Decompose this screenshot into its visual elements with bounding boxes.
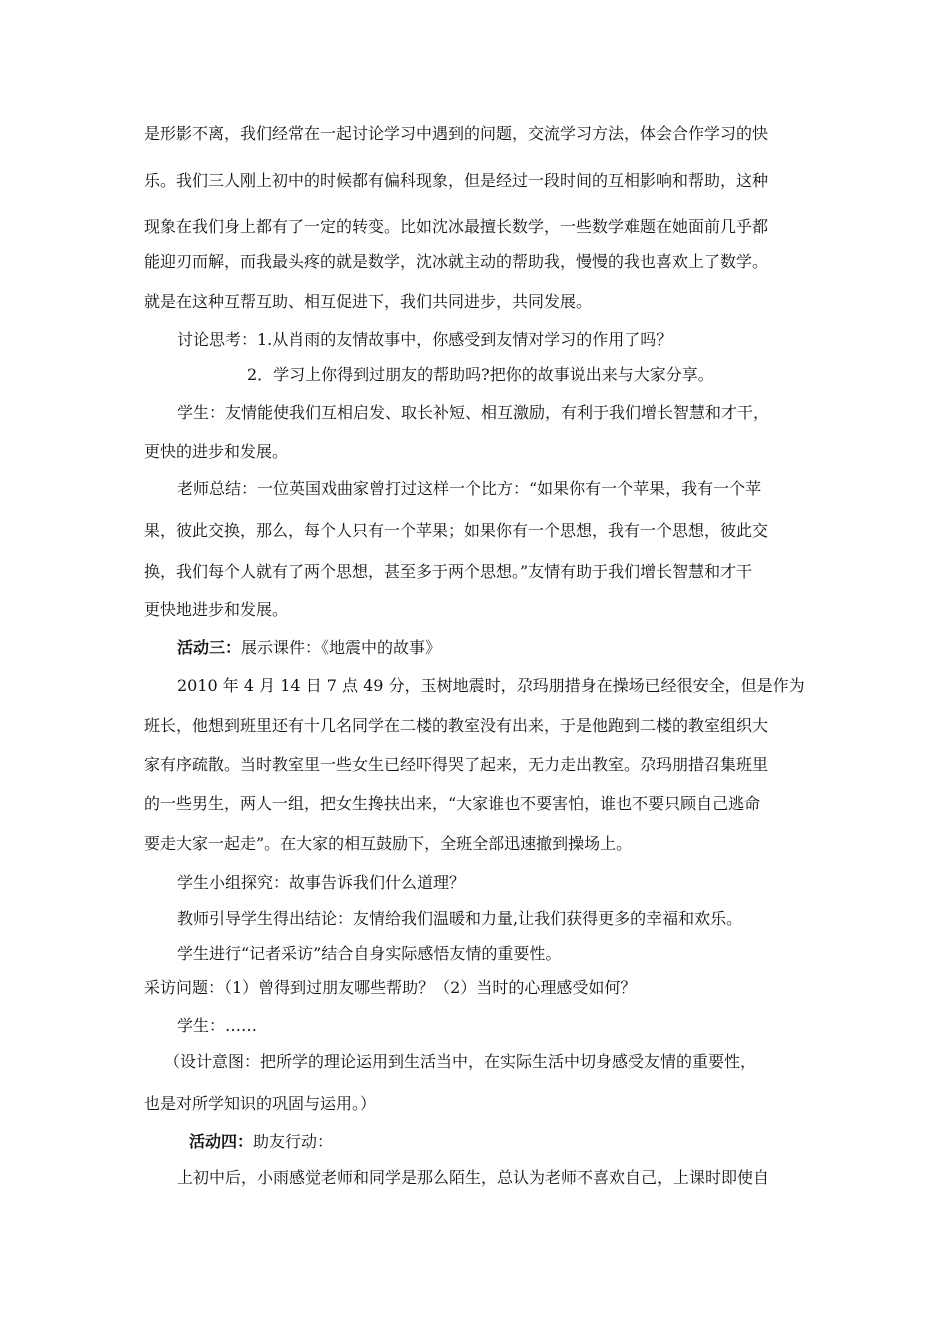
text-line: 学生小组探究：故事告诉我们什么道理？ xyxy=(177,873,466,892)
text-line: 老师总结：一位英国戏曲家曾打过这样一个比方：“如果你有一个苹果，我有一个苹 xyxy=(177,479,762,498)
text-line: 更快的进步和发展。 xyxy=(144,442,289,461)
text-line: （设计意图：把所学的理论运用到生活当中，在实际生活中切身感受友情的重要性， xyxy=(164,1052,757,1071)
text-line: 学生：友情能使我们互相启发、取长补短、相互激励，有利于我们增长智慧和才干， xyxy=(177,403,770,422)
text-line: 也是对所学知识的巩固与运用。） xyxy=(144,1094,377,1113)
text-line: 上初中后，小雨感觉老师和同学是那么陌生，总认为老师不喜欢自己，上课时即使自 xyxy=(177,1168,770,1187)
text-line: 是形影不离，我们经常在一起讨论学习中遇到的问题，交流学习方法，体会合作学习的快 xyxy=(144,124,769,143)
activity-heading xyxy=(189,1132,333,1152)
text-line: 2010 年 4 月 14 日 7 点 49 分，玉树地震时，尕玛朋措身在操场已经很安全，但是作为 xyxy=(177,676,805,695)
activity-title: 展示课件：《地震中的故事》 xyxy=(241,638,442,657)
text-line: 家有序疏散。当时教室里一些女生已经吓得哭了起来，无力走出教室。尕玛朋措召集班里 xyxy=(144,755,769,774)
text-line: 更快地进步和发展。 xyxy=(144,600,289,619)
text-line: 学生：…… xyxy=(177,1016,258,1035)
text-line: 现象在我们身上都有了一定的转变。比如沈冰最擅长数学，一些数学难题在她面前几乎都 xyxy=(144,217,769,236)
text-line: 果，彼此交换，那么，每个人只有一个苹果；如果你有一个思想，我有一个思想，彼此交 xyxy=(144,521,769,540)
text-line: 就是在这种互帮互助、相互促进下，我们共同进步，共同发展。 xyxy=(144,292,593,311)
text-line: 采访问题：（1）曾得到过朋友哪些帮助？（2）当时的心理感受如何？ xyxy=(144,978,637,997)
text-line: 2．学习上你得到过朋友的帮助吗?把你的故事说出来与大家分享。 xyxy=(247,365,714,384)
text-line: 讨论思考：1.从肖雨的友情故事中，你感受到友情对学习的作用了吗？ xyxy=(177,330,673,349)
activity-title: 助友行动： xyxy=(253,1132,334,1151)
text-line: 班长，他想到班里还有十几名同学在二楼的教室没有出来，于是他跑到二楼的教室组织大 xyxy=(144,716,769,735)
text-line: 的一些男生，两人一组，把女生搀扶出来，“大家谁也不要害怕，谁也不要只顾自己逃命 xyxy=(144,794,761,813)
activity-label: 活动三： xyxy=(177,638,242,657)
activity-label: 活动四： xyxy=(189,1132,254,1151)
text-line: 换，我们每个人就有了两个思想，甚至多于两个思想。”友情有助于我们增长智慧和才干 xyxy=(144,562,753,581)
text-line: 乐。我们三人刚上初中的时候都有偏科现象，但是经过一段时间的互相影响和帮助，这种 xyxy=(144,171,769,190)
text-line: 教师引导学生得出结论：友情给我们温暖和力量,让我们获得更多的幸福和欢乐。 xyxy=(177,909,743,928)
text-line: 要走大家一起走”。在大家的相互鼓励下，全班全部迅速撤到操场上。 xyxy=(144,834,633,853)
text-line: 学生进行“记者采访”结合自身实际感悟友情的重要性。 xyxy=(177,944,562,963)
activity-heading xyxy=(177,638,441,658)
text-line: 能迎刃而解，而我最头疼的就是数学，沈冰就主动的帮助我，慢慢的我也喜欢上了数学。 xyxy=(144,252,769,271)
